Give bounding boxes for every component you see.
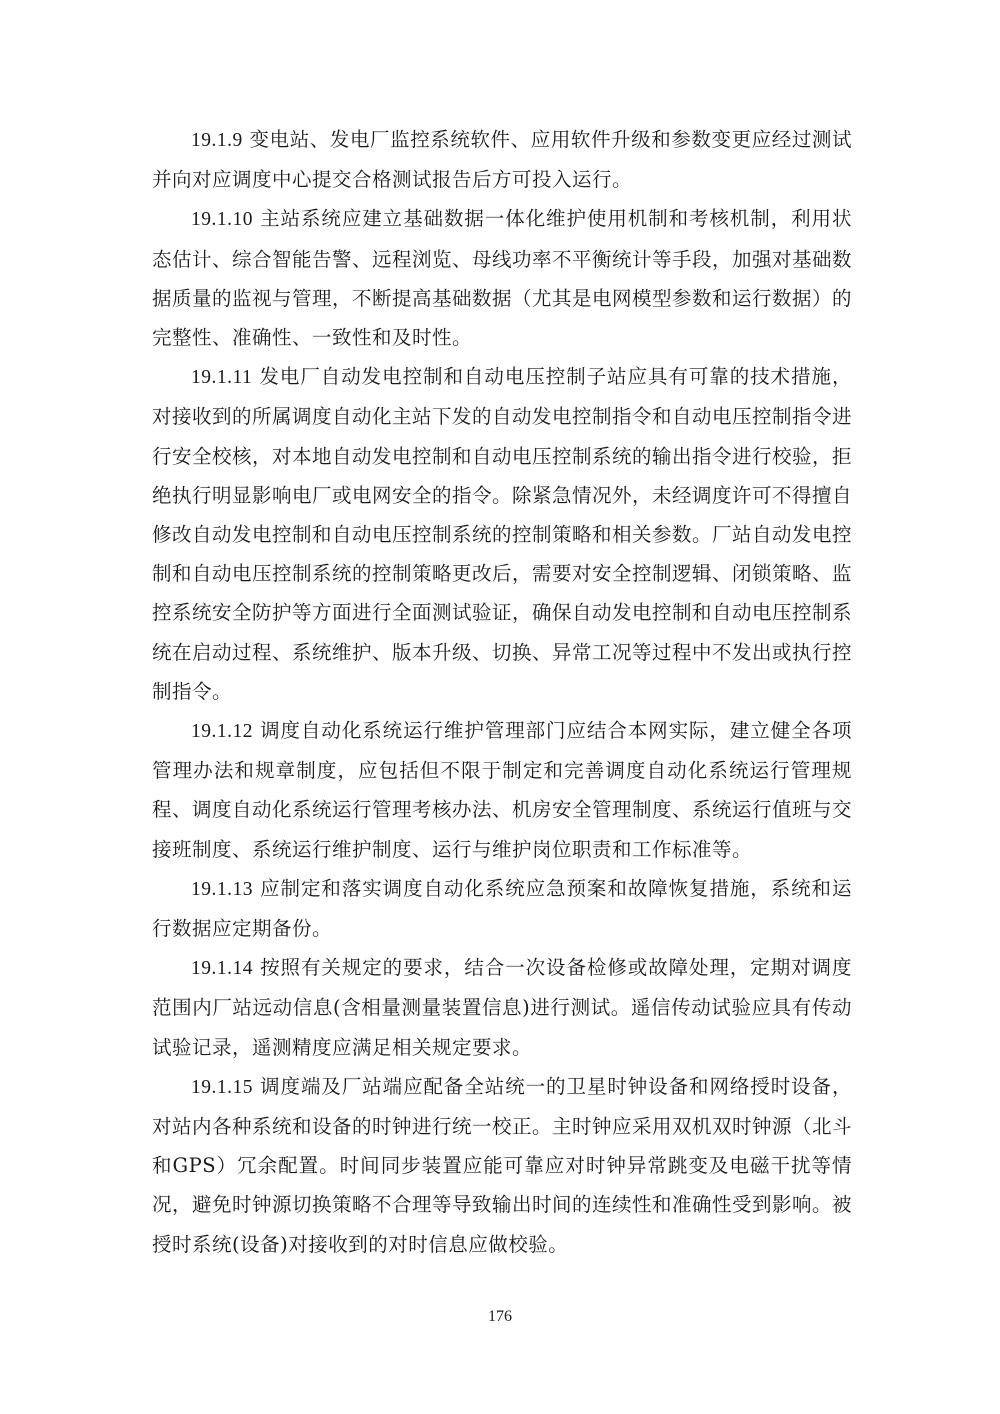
document-body [152,120,852,1264]
paragraph-19-1-11 [152,357,852,711]
clause-number: 19.1.11 [191,367,253,389]
paragraph-19-1-10 [152,199,852,357]
clause-text: 主站系统应建立基础数据一体化维护使用机制和考核机制，利用状态估计、综合智能告警、远程浏览、母线功率不平衡统计等手段，加强对基础数据质量的监视与管理，不断提高基础数据（尤其是电网模型参数和运行数据）的完整性、准确性、一致性和及时性。 [152,207,853,350]
clause-text: 调度自动化系统运行维护管理部门应结合本网实际，建立健全各项管理办法和规章制度，应包括但不限于制定和完善调度自动化系统运行管理规程、调度自动化系统运行管理考核办法、机房安全管理制度、系统运行值班与交接班制度、系统运行维护制度、运行与维护岗位职责和工作标准等。 [152,719,853,861]
paragraph-19-1-12 [152,711,852,869]
clause-text: 发电厂自动发电控制和自动电压控制子站应具有可靠的技术措施，对接收到的所属调度自动化主站下发的自动发电控制指令和自动电压控制指令进行安全校核，对本地自动发电控制和自动电压控制系统的输出指令进行校验，拒绝执行明显影响电厂或电网安全的指令。除紧急情况外，未经调度许可不得擅自修改自动发电控制和自动电压控制系统的控制策略和相关参数。厂站自动发电控制和自动电压控制系统的控制策略更改后，需要对安全控制逻辑、闭锁策略、监控系统安全防护等方面进行全面测试验证，确保自动发电控制和自动电压控制系统在启动过程、系统维护、版本升级、切换、异常工况等过程中不发出或执行控制指令。 [152,365,853,703]
clause-number: 19.1.13 [191,878,253,900]
clause-number: 19.1.9 [191,130,243,151]
page-number: 176 [488,1308,512,1325]
clause-text: 应制定和落实调度自动化系统应急预案和故障恢复措施，系统和运行数据应定期备份。 [152,876,852,941]
clause-number: 19.1.14 [191,958,253,980]
clause-text: 按照有关规定的要求，结合一次设备检修或故障处理，定期对调度范围内厂站远动信息(含相量测量装置信息)进行测试。遥信传动试验应具有传动试验记录，遥测精度应满足相关规定要求。 [152,956,852,1059]
clause-number: 19.1.12 [191,721,253,743]
paragraph-19-1-14 [152,948,852,1067]
paragraph-19-1-9 [152,120,852,199]
paragraph-19-1-15 [152,1067,852,1264]
clause-number: 19.1.10 [191,209,253,231]
clause-text: 调度端及厂站端应配备全站统一的卫星时钟设备和网络授时设备，对站内各种系统和设备的时钟进行统一校正。主时钟应采用双机双时钟源（北斗和GPS）冗余配置。时间同步装置应能可靠应对时钟异常跳变及电磁干扰等情况，避免时钟源切换策略不合理等导致输出时间的连续性和准确性受到影响。被授时系统(设备)对接收到的对时信息应做校验。 [152,1074,853,1256]
clause-text: 变电站、发电厂监控系统软件、应用软件升级和参数变更应经过测试并向对应调度中心提交合格测试报告后方可投入运行。 [152,128,852,192]
clause-number: 19.1.15 [191,1076,253,1098]
paragraph-19-1-13 [152,869,852,948]
